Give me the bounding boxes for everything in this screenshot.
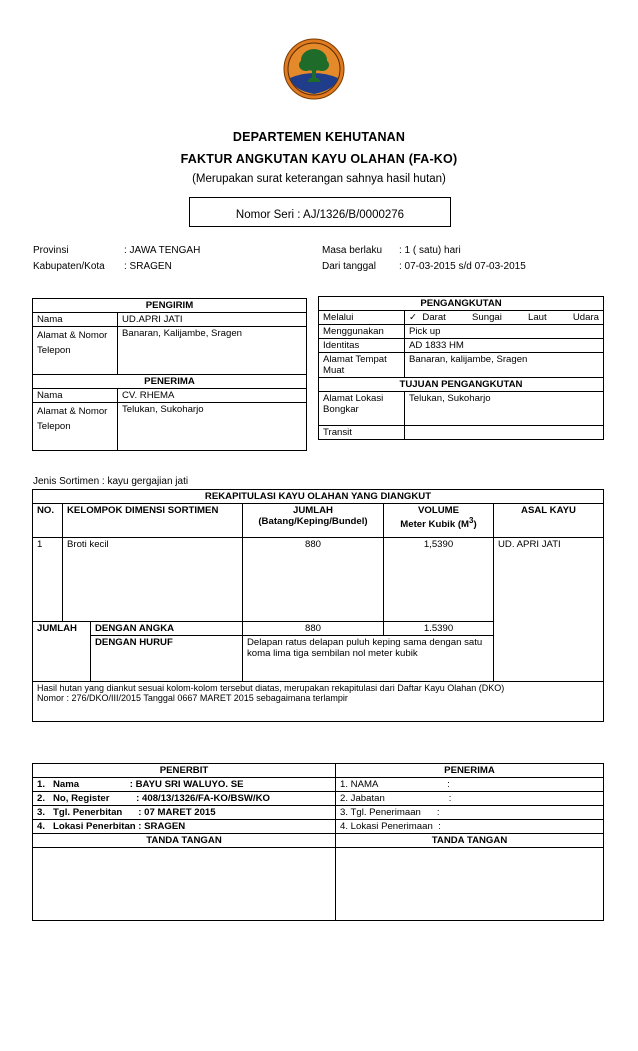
penerima-alamat-label: Alamat & Nomor Telepon: [33, 403, 118, 451]
kehutanan-logo: [283, 38, 345, 100]
alamat-muat-value: Banaran, kalijambe, Sragen: [405, 353, 604, 378]
pengangkutan-table: [318, 296, 604, 440]
melalui-label: Melalui: [319, 311, 405, 325]
rekap-title: REKAPITULASI KAYU OLAHAN YANG DIANGKUT: [33, 490, 604, 504]
col-no: NO.: [33, 504, 63, 538]
row-no: 1: [33, 538, 63, 622]
pengirim-title: PENGIRIM: [33, 299, 307, 313]
huruf-value: Delapan ratus delapan puluh keping sama dengan satu koma lima tiga sembilan nol meter kubik: [243, 636, 494, 682]
rekap-table: [32, 489, 604, 722]
option-udara: Udara: [572, 312, 599, 323]
dari-tanggal-label: Dari tanggal: [322, 261, 376, 272]
transit-value: [405, 426, 604, 440]
row-jumlah: 880: [243, 538, 384, 622]
bongkar-value: Telukan, Sukoharjo: [405, 392, 604, 426]
kabupaten-value: : SRAGEN: [124, 261, 172, 272]
tujuan-title: TUJUAN PENGANGKUTAN: [319, 378, 604, 392]
penerima2-signature-area: [336, 848, 604, 921]
rekap-note-line1: Hasil hutan yang diankut sesuai kolom-kolom tersebut diatas, merupakan rekapitulasi dari Daftar Kayu Olahan (DKO): [37, 683, 505, 693]
masa-berlaku-value: : 1 ( satu) hari: [399, 245, 461, 256]
pengangkutan-title: PENGANGKUTAN: [319, 297, 604, 311]
option-sungai: Sungai: [472, 312, 502, 323]
angka-label: DENGAN ANGKA: [91, 622, 243, 636]
angka-jumlah: 880: [243, 622, 384, 636]
col-volume: [384, 504, 494, 538]
penerima2-jabatan: 2. Jabatan :: [336, 792, 604, 806]
penerbit-signature-area: [33, 848, 336, 921]
col-volume-sub: [388, 516, 489, 530]
penerima2-title: PENERIMA: [336, 764, 604, 778]
serial-number-box: Nomor Seri : AJ/1326/B/0000276: [189, 197, 451, 227]
row-kelompok: Broti kecil: [63, 538, 243, 622]
rekap-note: [33, 682, 604, 722]
transit-label: Transit: [319, 426, 405, 440]
pengirim-penerima-table: [32, 298, 307, 451]
penerbit-lokasi: 4. Lokasi Penerbitan : SRAGEN: [33, 820, 336, 834]
huruf-label: DENGAN HURUF: [91, 636, 243, 682]
col-asal: ASAL KAYU: [494, 504, 604, 538]
col-jumlah: [243, 504, 384, 538]
penerima2-lokasi: 4. Lokasi Penerimaan :: [336, 820, 604, 834]
identitas-value: AD 1833 HM: [405, 339, 604, 353]
bongkar-label: Alamat Lokasi Bongkar: [319, 392, 405, 426]
melalui-options: [405, 311, 604, 325]
doc-title-department: DEPARTEMEN KEHUTANAN: [232, 130, 406, 144]
identitas-label: Identitas: [319, 339, 405, 353]
col-jumlah-label: JUMLAH: [293, 505, 333, 516]
penerima2-tgl: 3. Tgl. Penerimaan :: [336, 806, 604, 820]
col-volume-end: ): [473, 519, 477, 531]
row-asal: UD. APRI JATI: [494, 538, 604, 682]
penerima-alamat-value: Telukan, Sukoharjo: [118, 403, 307, 451]
pengirim-nama-value: UD.APRI JATI: [118, 313, 307, 327]
option-laut: Laut: [528, 312, 547, 323]
penerima-nama-label: Nama: [33, 389, 118, 403]
penerima2-ttd-label: TANDA TANGAN: [336, 834, 604, 848]
col-kelompok: KELOMPOK DIMENSI SORTIMEN: [63, 504, 243, 538]
penerbit-nama: 1. Nama : BAYU SRI WALUYO. SE: [33, 778, 336, 792]
masa-berlaku-label: Masa berlaku: [322, 245, 383, 256]
menggunakan-value: Pick up: [405, 325, 604, 339]
col-volume-label: VOLUME: [417, 505, 460, 516]
jumlah-label: JUMLAH: [33, 622, 91, 682]
doc-subtitle: (Merupakan surat keterangan sahnya hasil hutan): [192, 173, 446, 185]
menggunakan-label: Menggunakan: [319, 325, 405, 339]
table-row: [33, 538, 604, 622]
penerbit-register: 2. No, Register : 408/13/1326/FA-KO/BSW/KO: [33, 792, 336, 806]
provinsi-value: : JAWA TENGAH: [124, 245, 201, 256]
penerbit-penerima-table: [32, 763, 604, 921]
penerima2-nama: 1. NAMA :: [336, 778, 604, 792]
penerima-title: PENERIMA: [33, 375, 307, 389]
kabupaten-label: Kabupaten/Kota: [33, 261, 105, 272]
option-darat: Darat: [422, 312, 446, 323]
pengirim-nama-label: Nama: [33, 313, 118, 327]
penerima-nama-value: CV. RHEMA: [118, 389, 307, 403]
dari-tanggal-value: : 07-03-2015 s/d 07-03-2015: [399, 261, 526, 272]
doc-title-form: FAKTUR ANGKUTAN KAYU OLAHAN (FA-KO): [180, 152, 458, 166]
pengirim-alamat-value: Banaran, Kalijambe, Sragen: [118, 327, 307, 375]
provinsi-label: Provinsi: [33, 245, 69, 256]
col-volume-unit: Meter Kubik (M: [400, 519, 470, 531]
row-volume: 1,5390: [384, 538, 494, 622]
rekap-note-line2: Nomor : 276/DKO/III/2015 Tanggal 0667 MARET 2015 sebagaimana terlampir: [37, 693, 348, 703]
jenis-sortimen: Jenis Sortimen : kayu gergajian jati: [33, 476, 189, 487]
penerbit-tgl: 3. Tgl. Penerbitan : 07 MARET 2015: [33, 806, 336, 820]
col-jumlah-sub: (Batang/Keping/Bundel): [258, 516, 368, 527]
penerbit-title: PENERBIT: [33, 764, 336, 778]
angka-volume: 1.5390: [384, 622, 494, 636]
check-icon: ✓: [409, 312, 418, 323]
pengirim-alamat-label: Alamat & Nomor Telepon: [33, 327, 118, 375]
col-volume-sup: 3: [469, 516, 474, 525]
alamat-muat-label: Alamat Tempat Muat: [319, 353, 405, 378]
penerbit-ttd-label: TANDA TANGAN: [33, 834, 336, 848]
